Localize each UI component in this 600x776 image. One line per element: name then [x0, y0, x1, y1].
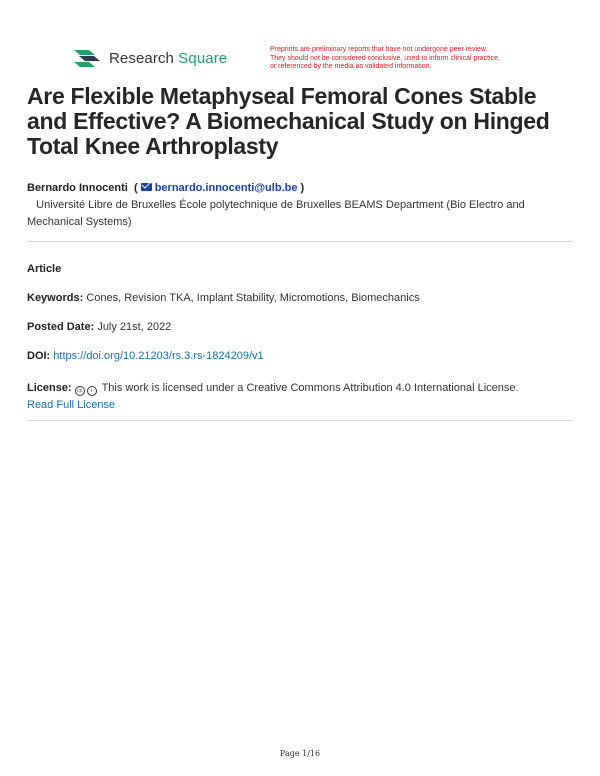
keywords-row	[27, 292, 420, 304]
author-email-link[interactable]: bernardo.innocenti@ulb.be	[154, 182, 298, 194]
author-name: Bernardo Innocenti	[27, 182, 128, 194]
page-number: Page 1/16	[279, 749, 321, 758]
read-full-license-link[interactable]: Read Full License	[27, 399, 116, 411]
author-line	[27, 182, 304, 194]
keywords-label: Keywords:	[27, 292, 84, 304]
paper-title: Are Flexible Metaphyseal Femoral Cones Stable and Effective? A Biomechanical Study on Hinged Total Knee Arthroplasty	[27, 83, 550, 159]
keywords-value: Cones, Revision TKA, Implant Stability, Micromotions, Biomechanics	[86, 292, 420, 304]
affiliation-text: Université Libre de Bruxelles École polytechnique de Bruxelles BEAMS Department (Bio Electro and Mechanical Systems)	[27, 199, 525, 228]
doi-label: DOI:	[27, 350, 51, 362]
article-type: Article	[27, 263, 62, 275]
disclaimer-line: Preprints are preliminary reports that have not undergone peer review.	[270, 46, 488, 53]
disclaimer-line: They should not be considered conclusive, used to inform clinical practice,	[270, 54, 500, 62]
logo-text-square: Square	[178, 49, 228, 67]
author-affiliation	[27, 197, 557, 231]
posted-date-value: July 21st, 2022	[97, 321, 172, 333]
research-square-logo-icon	[73, 47, 101, 69]
doi-link[interactable]: https://doi.org/10.21203/rs.3.rs-1824209/v1	[53, 350, 264, 362]
author-close-paren: )	[300, 182, 305, 194]
posted-date-row	[27, 321, 171, 333]
preprint-disclaimer	[270, 46, 540, 72]
cc-icon: cc	[75, 386, 85, 396]
author-open-paren: (	[133, 182, 138, 194]
license-row	[27, 380, 573, 414]
doi-row	[27, 350, 264, 362]
divider	[27, 420, 573, 421]
license-label: License:	[27, 382, 72, 394]
logo-text	[109, 50, 227, 67]
logo-text-research: Research	[109, 49, 174, 67]
license-text: This work is licensed under a Creative Commons Attribution 4.0 International License.	[101, 382, 519, 394]
posted-date-label: Posted Date:	[27, 321, 95, 333]
divider	[27, 241, 573, 242]
research-square-logo[interactable]	[73, 47, 227, 69]
disclaimer-line: or referenced by the media as validated information.	[270, 63, 432, 70]
mail-icon	[141, 183, 152, 191]
cc-by-icon: i	[87, 386, 97, 396]
